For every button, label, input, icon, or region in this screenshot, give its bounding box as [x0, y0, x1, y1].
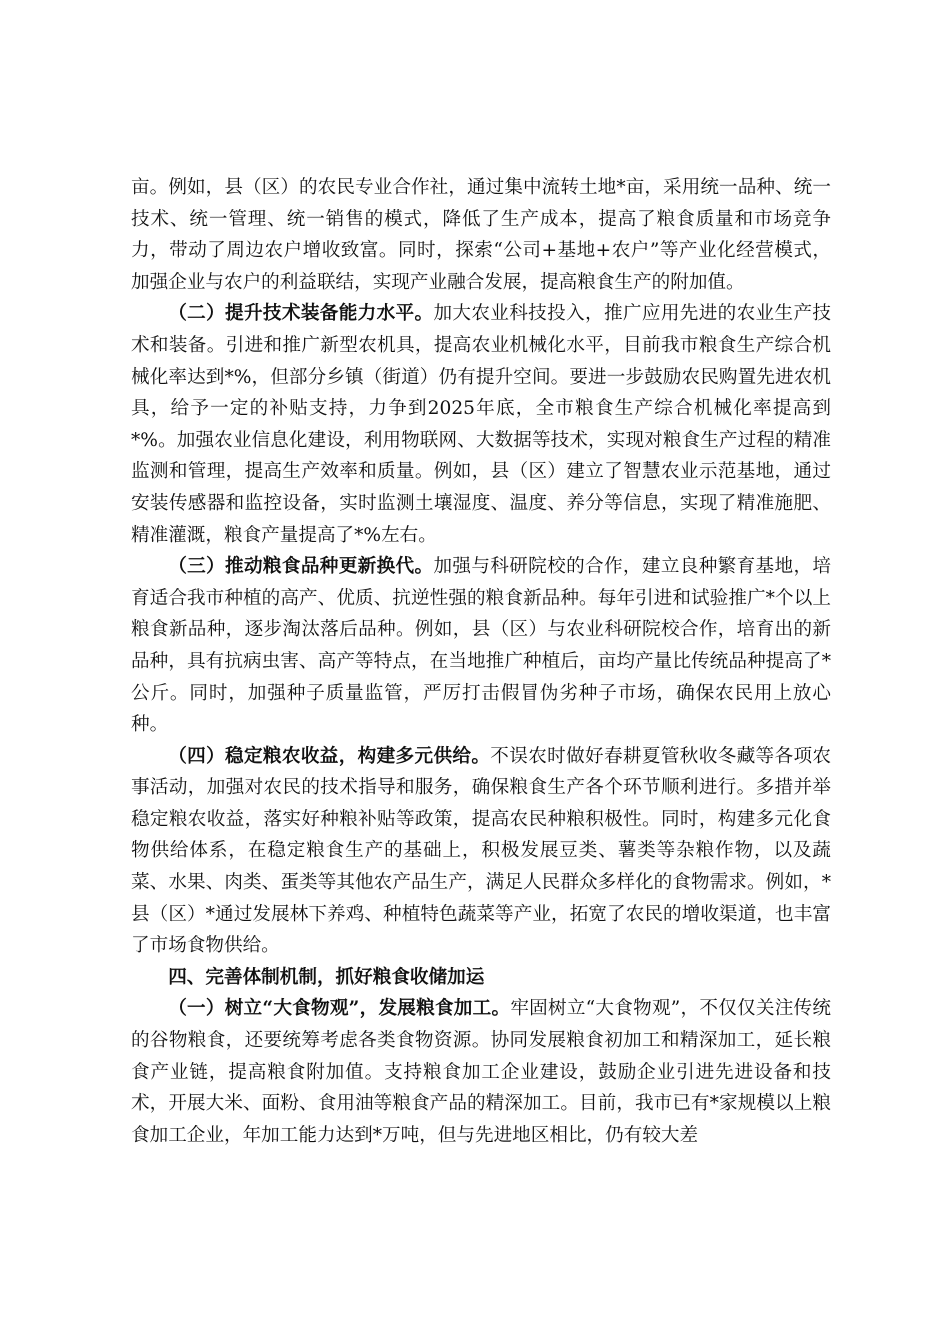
paragraph-lead-heading: （四）稳定粮农收益，构建多元供给。 — [168, 745, 491, 767]
paragraph-food-processing — [131, 993, 831, 1151]
paragraph-lead-heading: （三）推动粮食品种更新换代。 — [168, 556, 434, 578]
paragraph-text: 不误农时做好春耕夏管秋收冬藏等各项农事活动，加强对农民的技术指导和服务，确保粮食生产各个环节顺利进行。多措并举稳定粮农收益，落实好种粮补贴等政策，提高农民种粮积极性。同时，构建多元化食物供给体系，在稳定粮食生产的基础上，积极发展豆类、薯类等杂粮作物，以及蔬菜、水果、肉类、蛋类等其他农产品生产，满足人民群众多样化的食物需求。例如，*县（区）*通过发展林下养鸡、种植特色蔬菜等产业，拓宽了农民的增收渠道，也丰富了市场食物供给。 — [131, 745, 831, 957]
paragraph-tech-equipment — [131, 298, 831, 551]
paragraph-lead-heading: （一）树立“大食物观”，发展粮食加工。 — [168, 998, 511, 1020]
paragraph-text: 加大农业科技投入，推广应用先进的农业生产技术和装备。引进和推广新型农机具，提高农业机械化水平，目前我市粮食生产综合机械化率达到*%，但部分乡镇（街道）仍有提升空间。要进一步鼓励农民购置先进农机具，给予一定的补贴支持，力争到2025年底，全市粮食生产综合机械化率提高到*%。加强农业信息化建设，利用物联网、大数据等技术，实现对粮食生产过程的精准监测和管理，提高生产效率和质量。例如，县（区）建立了智慧农业示范基地，通过安装传感器和监控设备，实时监测土壤湿度、温度、养分等信息，实现了精准施肥、精准灌溉，粮食产量提高了*%左右。 — [131, 303, 831, 546]
paragraph-lead-heading: （二）提升技术装备能力水平。 — [168, 303, 434, 325]
paragraph-text: 加强与科研院校的合作，建立良种繁育基地，培育适合我市种植的高产、优质、抗逆性强的粮食新品种。每年引进和试验推广*个以上粮食新品种，逐步淘汰落后品种。例如，县（区）与农业科研院校合作，培育出的新品种，具有抗病虫害、高产等特点，在当地推广种植后，亩均产量比传统品种提高了*公斤。同时，加强种子质量监管，严厉打击假冒伪劣种子市场，确保农民用上放心种。 — [131, 556, 831, 736]
section-heading: 四、完善体制机制，抓好粮食收储加运 — [168, 966, 485, 988]
document-page — [131, 172, 831, 1151]
paragraph-text: 牢固树立“大食物观”，不仅仅关注传统的谷物粮食，还要统筹考虑各类食物资源。协同发展粮食初加工和精深加工，延长粮食产业链，提高粮食附加值。支持粮食加工企业建设，鼓励企业引进先进设备和技术，开展大米、面粉、食用油等粮食产品的精深加工。目前，我市已有*家规模以上粮食加工企业，年加工能力达到*万吨，但与先进地区相比，仍有较大差 — [131, 998, 831, 1146]
paragraph-text: 亩。例如，县（区）的农民专业合作社，通过集中流转土地*亩，采用统一品种、统一技术、统一管理、统一销售的模式，降低了生产成本，提高了粮食质量和市场竞争力，带动了周边农户增收致富。同时，探索“公司+基地+农户”等产业化经营模式，加强企业与农户的利益联结，实现产业融合发展，提高粮食生产的附加值。 — [131, 177, 831, 293]
paragraph-cooperative-example — [131, 172, 831, 298]
paragraph-farmer-income — [131, 741, 831, 962]
paragraph-grain-varieties — [131, 551, 831, 741]
